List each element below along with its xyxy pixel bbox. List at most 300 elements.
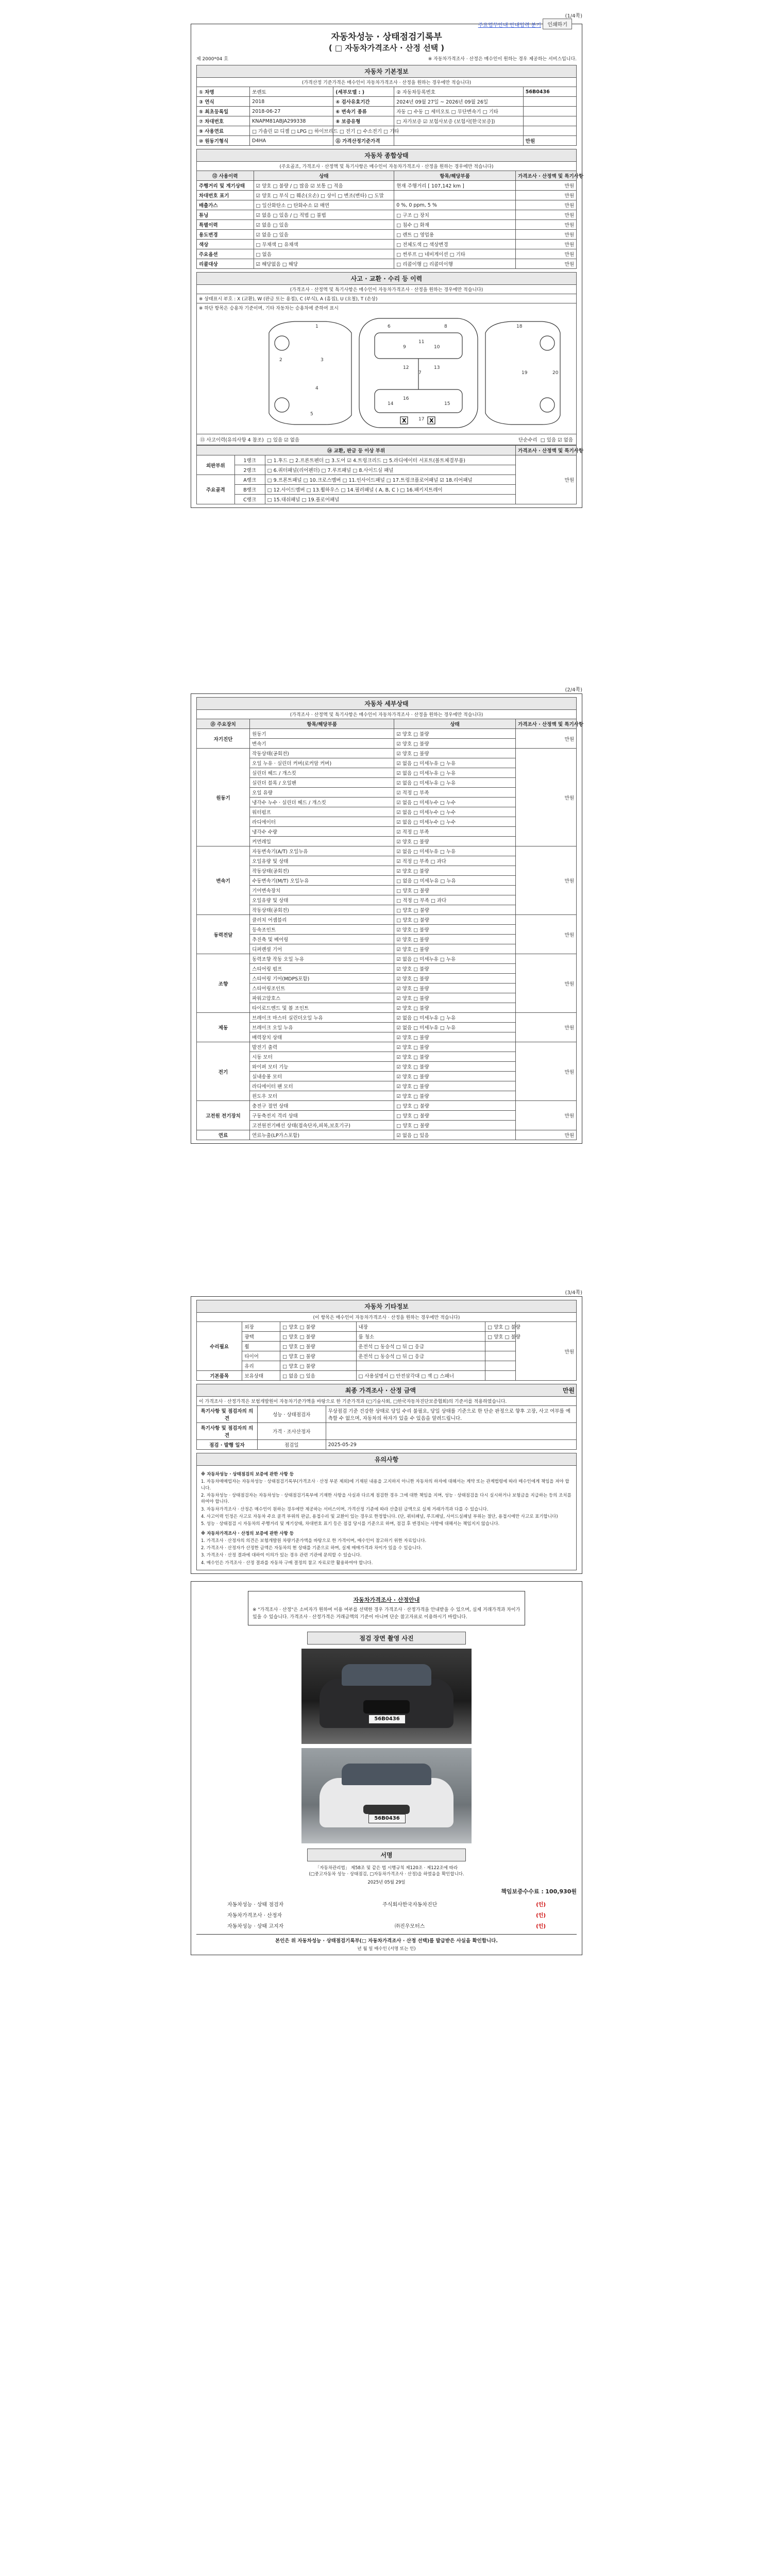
- print-button[interactable]: 인쇄하기: [543, 19, 572, 29]
- basic-cell: 2018: [250, 97, 333, 107]
- status-cell: 차대번호 표기: [197, 191, 254, 200]
- detail-state: ☑ 양호 □ 불량: [394, 1091, 516, 1101]
- basic-cell: ⑧ 보증유형: [333, 116, 394, 126]
- final-cell: 가격 · 조사산정자: [257, 1423, 326, 1440]
- basic-cell: 쏘렌토: [250, 87, 333, 97]
- detail-section: [191, 693, 582, 1144]
- extra-title: 자동차 기타정보: [196, 1300, 577, 1312]
- page-number-3: (3/4쪽): [565, 1290, 582, 1296]
- extra-cell: 룸 청소: [356, 1332, 485, 1342]
- detail-state: □ 양호 □ 불량: [394, 1121, 516, 1130]
- basic-cell: [394, 126, 524, 136]
- frame-group: 외판부위: [197, 455, 235, 475]
- basic-cell: ⑤ 최초등록일: [197, 107, 250, 116]
- diagram-label: 12: [403, 365, 409, 370]
- detail-item: 실린더 헤드 / 개스킷: [250, 768, 394, 778]
- accident-values: □ 있음 ☑ 없음: [266, 437, 300, 443]
- detail-state: ☑ 양호 □ 불량: [394, 974, 516, 984]
- basic-cell: ⑥ 변속기 종류: [333, 107, 394, 116]
- detail-group: 동력전달: [197, 915, 250, 954]
- status-cell: □ 전체도색 □ 색상변경: [394, 240, 516, 249]
- detail-state: ☑ 양호 □ 불량: [394, 837, 516, 846]
- detail-row: [197, 954, 577, 964]
- status-cell: □ 리콜이행 □ 리콜미이행: [394, 259, 516, 269]
- detail-item: 브레이크 오일 누유: [250, 1023, 394, 1032]
- signature-seal: (인): [536, 1924, 546, 1930]
- license-plate-1: 56B0436: [368, 1715, 406, 1724]
- detail-item: 워터펌프: [250, 807, 394, 817]
- frame-rank: B랭크: [234, 485, 265, 495]
- detail-item: 수동변속기(M/T) 오일누유: [250, 876, 394, 886]
- final-cell: 특기사항 및 점검자의 의견: [197, 1406, 258, 1423]
- final-cell: 특기사항 및 점검자의 의견: [197, 1423, 258, 1440]
- diagram-label: 7: [418, 370, 422, 376]
- detail-item: 시동 모터: [250, 1052, 394, 1062]
- diagram-label: 11: [418, 340, 425, 345]
- simple-repair-label: 단순수리: [518, 437, 537, 443]
- issue-number: 제 2000*04 호: [196, 57, 228, 62]
- status-cell: ☑ 양호 □ 불량 / □ 많음 ☑ 보통 □ 적음: [254, 181, 394, 191]
- detail-state: ☑ 없음 □ 미세누유 □ 누유: [394, 1023, 516, 1032]
- status-cell: □ 썬루프 □ 네비게이션 □ 기타: [394, 249, 516, 259]
- status-cell: 만원: [516, 249, 577, 259]
- signature-law: 「자동차관리법」 제58조 및 같은 법 시행규칙 제120조 · 제122조에 따라: [315, 1866, 458, 1871]
- detail-item: 오일 유량: [250, 788, 394, 798]
- detail-group: 자기진단: [197, 729, 250, 749]
- status-row: [197, 191, 577, 200]
- final-cell: 점검 · 발행 일자: [197, 1440, 258, 1450]
- price-guide-box: [248, 1591, 525, 1625]
- extra-cell: [485, 1361, 516, 1371]
- detail-group: 연료: [197, 1130, 250, 1140]
- detail-item: 라디에이터 팬 모터: [250, 1081, 394, 1091]
- detail-value: 만원: [516, 954, 577, 1013]
- basic-cell: [523, 107, 576, 116]
- status-cell: 만원: [516, 191, 577, 200]
- basic-row: [197, 107, 577, 116]
- photos-title: 점검 장면 촬영 사진: [307, 1632, 466, 1645]
- detail-value: 만원: [516, 749, 577, 846]
- detail-state: ☑ 양호 □ 불량: [394, 944, 516, 954]
- fee-value: 100,930원: [545, 1888, 577, 1895]
- status-head-2: 상태: [254, 171, 394, 181]
- notice-head-1: ※ 자동차성능 · 상태점검의 보증에 관한 사항 등: [201, 1472, 294, 1477]
- signature-role: 자동차성능 · 상태 점검자: [227, 1902, 284, 1908]
- detail-state: □ 양호 □ 불량: [394, 1111, 516, 1121]
- detail-item: 오일 누유 · 실린더 커버(로커암 커버): [250, 758, 394, 768]
- detail-item: 오일유량 및 상태: [250, 895, 394, 905]
- signature-footer: 본인은 위 자동차성능 · 상태점검기록부(□ 자동차가격조사 · 산정 선택)를 발급받은 사실을 확인합니다.: [196, 1934, 577, 1944]
- basic-row: [197, 116, 577, 126]
- accident-label: ⑬ 사고이력(유의사항 4 참조): [200, 437, 264, 443]
- diagram-label: 8: [444, 324, 447, 329]
- detail-row: [197, 846, 577, 856]
- status-cell: □ 구조 □ 장치: [394, 210, 516, 220]
- status-cell: 만원: [516, 220, 577, 230]
- detail-group: 원동기: [197, 749, 250, 846]
- notice-line: 1. 가격조사 · 산정자의 의견은 보험개발원 차량기준가액을 바탕으로 한 가격이며, 매수인이 참고하기 위한 자료입니다.: [201, 1538, 427, 1544]
- signature-row: [227, 1899, 546, 1909]
- detail-group: 제동: [197, 1013, 250, 1042]
- detail-item: 라디에이터: [250, 817, 394, 827]
- detail-item: 냉각수 수량: [250, 827, 394, 837]
- detail-item: 작동상태(공회전): [250, 749, 394, 758]
- extra-cell: 외장: [242, 1322, 280, 1332]
- detail-state: ☑ 양호 □ 불량: [394, 1081, 516, 1091]
- car-glass: [342, 1664, 431, 1686]
- top-links: [191, 10, 582, 28]
- basic-cell: 만원: [523, 136, 576, 146]
- frame-table: [196, 445, 584, 504]
- detail-item: 오일유량 및 상태: [250, 856, 394, 866]
- extra-cell: [485, 1371, 516, 1381]
- final-cell: 점검일: [257, 1440, 326, 1450]
- detail-item: 스티어링 기어(MDPS포함): [250, 974, 394, 984]
- status-cell: ☑ 없음 □ 있음: [254, 230, 394, 240]
- frame-items: □ 9.프론트패널 □ 10.크로스멤버 □ 11.인사이드패널 □ 17.트렁크플로어패널 ☑ 18.리어패널: [265, 475, 515, 485]
- mark-x-2: X: [429, 417, 434, 424]
- detail-row: [197, 915, 577, 925]
- signature-row: [227, 1909, 546, 1920]
- basic-cell: ⑦ 차대번호: [197, 116, 250, 126]
- status-cell: 튜닝: [197, 210, 254, 220]
- status-row: [197, 240, 577, 249]
- signature-row: [227, 1920, 546, 1931]
- detail-item: 작동상태(공회전): [250, 905, 394, 915]
- detail-state: ☑ 없음 □ 미세누유 □ 누유: [394, 768, 516, 778]
- final-table: [196, 1405, 577, 1450]
- diagram-label: 4: [315, 386, 318, 391]
- detail-item: 커먼레일: [250, 837, 394, 846]
- basic-cell: 2018-06-27: [250, 107, 333, 116]
- detail-row: [197, 1042, 577, 1052]
- extra-cell: 운전석 □ 동승석 □ 뒤 □ 응급: [356, 1351, 485, 1361]
- status-cell: ☑ 없음 □ 있음 / □ 적법 □ 불법: [254, 210, 394, 220]
- status-cell: 만원: [516, 259, 577, 269]
- notice-line: 2. 가격조사 · 산정자가 산정한 금액은 자동차의 현 상태를 기준으로 하며, 실제 매매가격과 차이가 있을 수 있습니다.: [201, 1546, 422, 1551]
- basic-cell: ① 차명: [197, 87, 250, 97]
- inspection-photo-1: [301, 1649, 472, 1744]
- page-1: [191, 10, 582, 508]
- basic-info-note: (가격산정 기준가격은 매수인이 자동차가격조사 · 산정을 원하는 경우에만 적습니다): [196, 77, 577, 87]
- detail-state: ☑ 양호 □ 불량: [394, 1052, 516, 1062]
- detail-group: 전기: [197, 1042, 250, 1101]
- detail-state: ☑ 양호 □ 불량: [394, 739, 516, 749]
- status-cell: 만원: [516, 210, 577, 220]
- accident-legend-2: ※ 하단 항목은 승용차 기준이며, 기타 자동차는 승용차에 준하여 표시: [196, 303, 577, 312]
- detail-item: 연료누출(LP가스포함): [250, 1130, 394, 1140]
- page-number: (1/4쪽): [565, 13, 582, 19]
- extra-cell: □ 양호 □ 불량: [280, 1332, 356, 1342]
- status-head-1: ⑫ 사용이력: [197, 171, 254, 181]
- appendix-section: [191, 1581, 582, 1955]
- wheel-front-right: [540, 336, 554, 350]
- accident-note: (가격조사 · 산정액 및 특기사항은 매수인이 자동차가격조사 · 산정을 원하는 경우에만 적습니다): [196, 284, 577, 294]
- detail-item: 구동축전지 격리 상태: [250, 1111, 394, 1121]
- final-row: [197, 1423, 577, 1440]
- detail-row: [197, 1101, 577, 1111]
- status-cell: 배출가스: [197, 200, 254, 210]
- status-cell: 만원: [516, 230, 577, 240]
- mark-x-1: X: [402, 417, 407, 424]
- detail-item: 자동변속기(A/T) 오일누유: [250, 846, 394, 856]
- detail-group: 고전원 전기장치: [197, 1101, 250, 1130]
- detail-note: (가격조사 · 산정액 및 특기사항은 매수인이 자동차가격조사 · 산정을 원하는 경우에만 적습니다): [196, 709, 577, 719]
- status-cell: 만원: [516, 200, 577, 210]
- car-diagram-svg: [197, 312, 577, 434]
- detail-state: ☑ 없음 □ 있음: [394, 1130, 516, 1140]
- signature-company: 주식회사한국자동차진단: [382, 1902, 438, 1908]
- wheel-rear-right: [540, 398, 554, 412]
- status-cell: 용도변경: [197, 230, 254, 240]
- diagram-label: 9: [403, 345, 406, 350]
- status-note: (주요골조, 가격조사 · 산정액 및 특기사항은 매수인이 자동차가격조사 · 산정을 원하는 경우에만 적습니다): [196, 161, 577, 171]
- detail-head-1: ⑮ 주요장치: [197, 719, 250, 729]
- diagram-label: 17: [418, 417, 425, 422]
- signature-law-2: (□중고자동차 성능 · 상태점검, □자동차가격조사 · 산정)을 하였음을 확인합니다.: [309, 1872, 464, 1877]
- detail-state: □ 양호 □ 불량: [394, 915, 516, 925]
- detail-value: 만원: [516, 1101, 577, 1130]
- detail-state: ☑ 없음 □ 미세누유 □ 누유: [394, 1013, 516, 1023]
- accident-legend: ※ 상태표시 부호 : X (교환), W (판금 또는 용접), C (부식), A (흠집), U (요철), T (손상): [196, 294, 577, 303]
- car-glass-2: [342, 1764, 431, 1785]
- detail-state: □ 양호 □ 불량: [394, 886, 516, 895]
- accident-history-row: [196, 434, 577, 445]
- final-cell: 성능 · 상태점검자: [257, 1406, 326, 1423]
- final-desc: 이 가격조사 · 산정가격은 보험개발원이 자동차기준가액을 바탕으로 한 기준가격과 (□기술사회, □한국자동차진단보증협회)의 기준서를 적용하였습니다.: [196, 1396, 577, 1405]
- detail-head-4: 가격조사 · 산정액 및 특기사항: [516, 719, 577, 729]
- basic-cell: [523, 97, 576, 107]
- page-2: [191, 685, 582, 1144]
- detail-state: ☑ 적정 □ 부족 □ 과다: [394, 856, 516, 866]
- detail-state: ☑ 없음 □ 미세누수 □ 누수: [394, 807, 516, 817]
- basic-cell: D4HA: [250, 136, 333, 146]
- status-cell: 0 %, 0 ppm, 5 %: [394, 200, 516, 210]
- detail-table: [196, 719, 584, 1140]
- fee-label: 책임보증수수료 :: [501, 1888, 544, 1895]
- diagram-label: 18: [516, 324, 523, 329]
- extra-cell: □ 양호 □ 불량: [485, 1332, 516, 1342]
- status-table: [196, 171, 584, 269]
- detail-item: 브레이크 마스터 실린더오일 누유: [250, 1013, 394, 1023]
- notice-line: 3. 자동차가격조사 · 산정은 매수인이 원하는 경우에만 제공하는 서비스이며, 가격산정 기준에 따라 산출된 금액으로 실제 거래가격과 다를 수 있습니다.: [201, 1506, 489, 1512]
- extra-value: 만원: [516, 1322, 577, 1381]
- wheel-rear-left: [275, 398, 289, 412]
- status-cell: 현재 주행거리 [ 107,142 km ]: [394, 181, 516, 191]
- status-row: [197, 220, 577, 230]
- basic-row: [197, 126, 577, 136]
- status-cell: 만원: [516, 181, 577, 191]
- basic-cell: KNAPM81ABJA299338: [250, 116, 333, 126]
- extra-cell: □ 양호 □ 불량: [280, 1351, 356, 1361]
- extra-group: 기본품목: [197, 1371, 242, 1381]
- signature-date: 2025년 05월 29일: [367, 1880, 406, 1886]
- extra-cell: 휠: [242, 1342, 280, 1351]
- detail-group: 조향: [197, 954, 250, 1013]
- basic-row: [197, 97, 577, 107]
- status-cell: 주요옵션: [197, 249, 254, 259]
- signature-role: 자동차성능 · 상태 고지자: [227, 1924, 284, 1930]
- extra-cell: 유리: [242, 1361, 280, 1371]
- status-cell: 색상: [197, 240, 254, 249]
- frame-value: 만원: [516, 455, 577, 504]
- detail-state: ☑ 적정 □ 부족: [394, 827, 516, 837]
- detail-item: 실내송풍 모터: [250, 1072, 394, 1081]
- detail-item: 발전기 출력: [250, 1042, 394, 1052]
- detail-state: □ 양호 □ 불량: [394, 1101, 516, 1111]
- price-guide-title: 자동차가격조사 · 산정안내: [353, 1597, 420, 1604]
- wheel-front-left: [275, 336, 289, 350]
- final-title: [196, 1384, 577, 1396]
- status-row: [197, 259, 577, 269]
- basic-cell: ② 자동차등록번호: [394, 87, 524, 97]
- notice-line: 4. 사고이력 인정은 사고로 자동차 주요 골격 부위의 판금, 용접수리 및 교환이 있는 경우로 한정합니다. (단, 쿼터패널, 루프패널, 사이드실패널 부위는 절단, 용접시에만 사고로 표기합니다): [201, 1514, 558, 1519]
- status-cell: □ 무채색 □ 유채색: [254, 240, 394, 249]
- diagram-label: 1: [315, 324, 318, 329]
- detail-state: ☑ 양호 □ 불량: [394, 1072, 516, 1081]
- page-number-2: (2/4쪽): [565, 687, 582, 693]
- status-row: [197, 181, 577, 191]
- diagram-label: 20: [552, 370, 559, 376]
- detail-state: ☑ 양호 □ 불량: [394, 993, 516, 1003]
- signature-company: ㈜진우모터스: [395, 1924, 425, 1930]
- status-cell: ☑ 해당없음 □ 해당: [254, 259, 394, 269]
- extra-cell: □ 양호 □ 불량: [280, 1361, 356, 1371]
- extra-cell: 광택: [242, 1332, 280, 1342]
- basic-cell: ⑩ 원동기형식: [197, 136, 250, 146]
- detail-item: 작동상태(공회전): [250, 866, 394, 876]
- diagram-label: 19: [522, 370, 528, 376]
- detail-item: 변속기: [250, 739, 394, 749]
- simple-repair-values: □ 있음 ☑ 없음: [540, 437, 573, 443]
- detail-state: □ 적정 □ 부족 □ 과다: [394, 895, 516, 905]
- detail-row: [197, 749, 577, 758]
- diagram-label: 10: [434, 345, 440, 350]
- detail-item: 클러치 어셈블리: [250, 915, 394, 925]
- document-title: 자동차성능 · 상태점검기록부: [331, 32, 442, 42]
- detail-state: ☑ 양호 □ 불량: [394, 964, 516, 974]
- detail-state: ☑ 양호 □ 불량: [394, 749, 516, 758]
- final-cell: [326, 1423, 576, 1440]
- basic-cell: ④ 검사유효기간: [333, 97, 394, 107]
- notice-title: 유의사항: [196, 1453, 577, 1465]
- detail-state: ☑ 양호 □ 불량: [394, 1003, 516, 1013]
- detail-state: ☑ 없음 □ 미세누수 □ 누수: [394, 798, 516, 807]
- detail-item: 스티어링조인트: [250, 984, 394, 993]
- notice-line: 3. 가격조사 · 산정 결과에 대하여 이의가 있는 경우 관련 기관에 문의할 수 있습니다.: [201, 1553, 362, 1558]
- diagram-label: 15: [444, 401, 450, 406]
- page-3-top: [191, 1288, 582, 1296]
- meta-note: ※ 자동차가격조사 · 산정은 매수인이 원하는 경우 제공하는 서비스입니다.: [428, 57, 577, 62]
- fee-row: [196, 1887, 577, 1895]
- detail-state: ☑ 양호 □ 불량: [394, 1042, 516, 1052]
- detail-item: 등속조인트: [250, 925, 394, 935]
- detail-state: ☑ 양호 □ 불량: [394, 729, 516, 739]
- status-cell: □ 없음: [254, 249, 394, 259]
- meta-row: [196, 55, 577, 62]
- frame-items: □ 1.후드 □ 2.프론트펜더 □ 3.도어 ☑ 4.트렁크리드 □ 5.라디에이터 서포트(볼트체결부품): [265, 455, 515, 465]
- diagram-label: 13: [434, 365, 440, 370]
- detail-item: 고전원전기배선 상태(접속단자,피복,보호기구): [250, 1121, 394, 1130]
- frame-row: [197, 455, 577, 465]
- status-cell: ☑ 없음 □ 있음: [254, 220, 394, 230]
- basic-cell: [523, 116, 576, 126]
- extra-cell: □ 없음 □ 있음: [280, 1371, 356, 1381]
- basic-info-table: [196, 87, 577, 146]
- status-cell: 리콜대상: [197, 259, 254, 269]
- page-3: [191, 1288, 582, 1955]
- basic-cell: □ 가솔린 ☑ 디젤 □ LPG □ 하이브리드 □ 전기 □ 수소전기 □ 기타: [250, 126, 333, 136]
- extra-cell: □ 양호 □ 불량: [485, 1322, 516, 1332]
- extra-cell: □ 양호 □ 불량: [280, 1342, 356, 1351]
- status-row: [197, 249, 577, 259]
- signature-seal: (인): [536, 1902, 546, 1908]
- status-cell: □ 침수 □ 화재: [394, 220, 516, 230]
- frame-head-1: ⑭ 교환, 판금 등 이상 부위: [197, 446, 516, 455]
- diagram-label: 3: [321, 358, 324, 363]
- detail-item: 냉각수 누수 · 실린더 헤드 / 개스킷: [250, 798, 394, 807]
- detail-row: [197, 1013, 577, 1023]
- status-cell: [394, 191, 516, 200]
- signature-title: 서명: [307, 1849, 466, 1861]
- extra-cell: [356, 1361, 485, 1371]
- status-row: [197, 200, 577, 210]
- detail-row: [197, 729, 577, 739]
- inspection-photo-2: [301, 1748, 472, 1843]
- detail-state: ☑ 양호 □ 불량: [394, 1032, 516, 1042]
- extra-group: 수리필요: [197, 1322, 242, 1371]
- detail-item: 추진축 및 베어링: [250, 935, 394, 944]
- detail-item: 윈도우 모터: [250, 1091, 394, 1101]
- car-grille: [363, 1700, 410, 1714]
- extra-cell: [485, 1342, 516, 1351]
- extra-section: [191, 1296, 582, 1574]
- signature-role: 자동차가격조사 · 산정자: [227, 1913, 282, 1919]
- detail-state: ☑ 양호 □ 불량: [394, 925, 516, 935]
- detail-state: ☑ 양호 □ 불량: [394, 935, 516, 944]
- price-guide-text: ※ "가격조사 · 산정"은 소비자가 원하여 이용 여부를 선택한 경우 가격조사 · 산정가격을 안내받을 수 있으며, 실제 거래가격과 차이가 있을 수 있습니다. 가격조사 · 산정가격은 거래금액의 기준이 아니며 단순 참고자료로 이용하시기 바랍니다.: [253, 1607, 520, 1620]
- detail-state: ☑ 적정 □ 부족: [394, 788, 516, 798]
- document-body: [191, 24, 582, 508]
- detail-state: □ 없음 □ 미세누유 □ 누유: [394, 876, 516, 886]
- extra-cell: 보유상태: [242, 1371, 280, 1381]
- car-windshield: [375, 333, 462, 359]
- basic-row: [197, 87, 577, 97]
- detail-group: 변속기: [197, 846, 250, 915]
- car-bumper-2: [363, 1805, 410, 1814]
- notice-link[interactable]: 주요업무안내 안내입력 분기: [478, 23, 541, 28]
- final-row: [197, 1440, 577, 1450]
- extra-cell: □ 사용설명서 □ 안전삼각대 □ 잭 □ 스패너: [356, 1371, 485, 1381]
- detail-item: 동력조향 작동 오일 누유: [250, 954, 394, 964]
- basic-cell: 56B0436: [523, 87, 576, 97]
- detail-item: 충전구 절연 상태: [250, 1101, 394, 1111]
- detail-item: 스티어링 펌프: [250, 964, 394, 974]
- notice-line: 5. 성능 · 상태점검 시 자동차의 주행거리 및 계기상태, 차대번호 표기 등은 점검 당시를 기준으로 하며, 점검 후 변경되는 사항에 대해서는 책임지지 않습니다.: [201, 1521, 500, 1527]
- license-plate-2: 56B0436: [368, 1814, 406, 1823]
- extra-table: [196, 1321, 577, 1381]
- detail-state: ☑ 없음 □ 미세누유 □ 누유: [394, 846, 516, 856]
- status-cell: ☑ 양호 □ 부식 □ 훼손(오손) □ 상이 □ 변조(변타) □ 도말: [254, 191, 394, 200]
- final-row: [197, 1406, 577, 1423]
- detail-value: 만원: [516, 1042, 577, 1101]
- detail-item: 디퍼렌셜 기어: [250, 944, 394, 954]
- notice-line: 1. 자동차매매업자는 자동차성능 · 상태점검기록부(가격조사 · 산정 부분 제외)에 기재된 내용을 고지하지 아니한 자동차의 하자에 대해서는 계약 또는 관계법령에 따라 매수인에게 책임을 져야 합니다.: [201, 1479, 569, 1491]
- basic-cell: ③ 연식: [197, 97, 250, 107]
- detail-title: 자동차 세부상태: [196, 697, 577, 709]
- frame-group: 주요골격: [197, 475, 235, 504]
- signature-seal: (인): [536, 1913, 546, 1919]
